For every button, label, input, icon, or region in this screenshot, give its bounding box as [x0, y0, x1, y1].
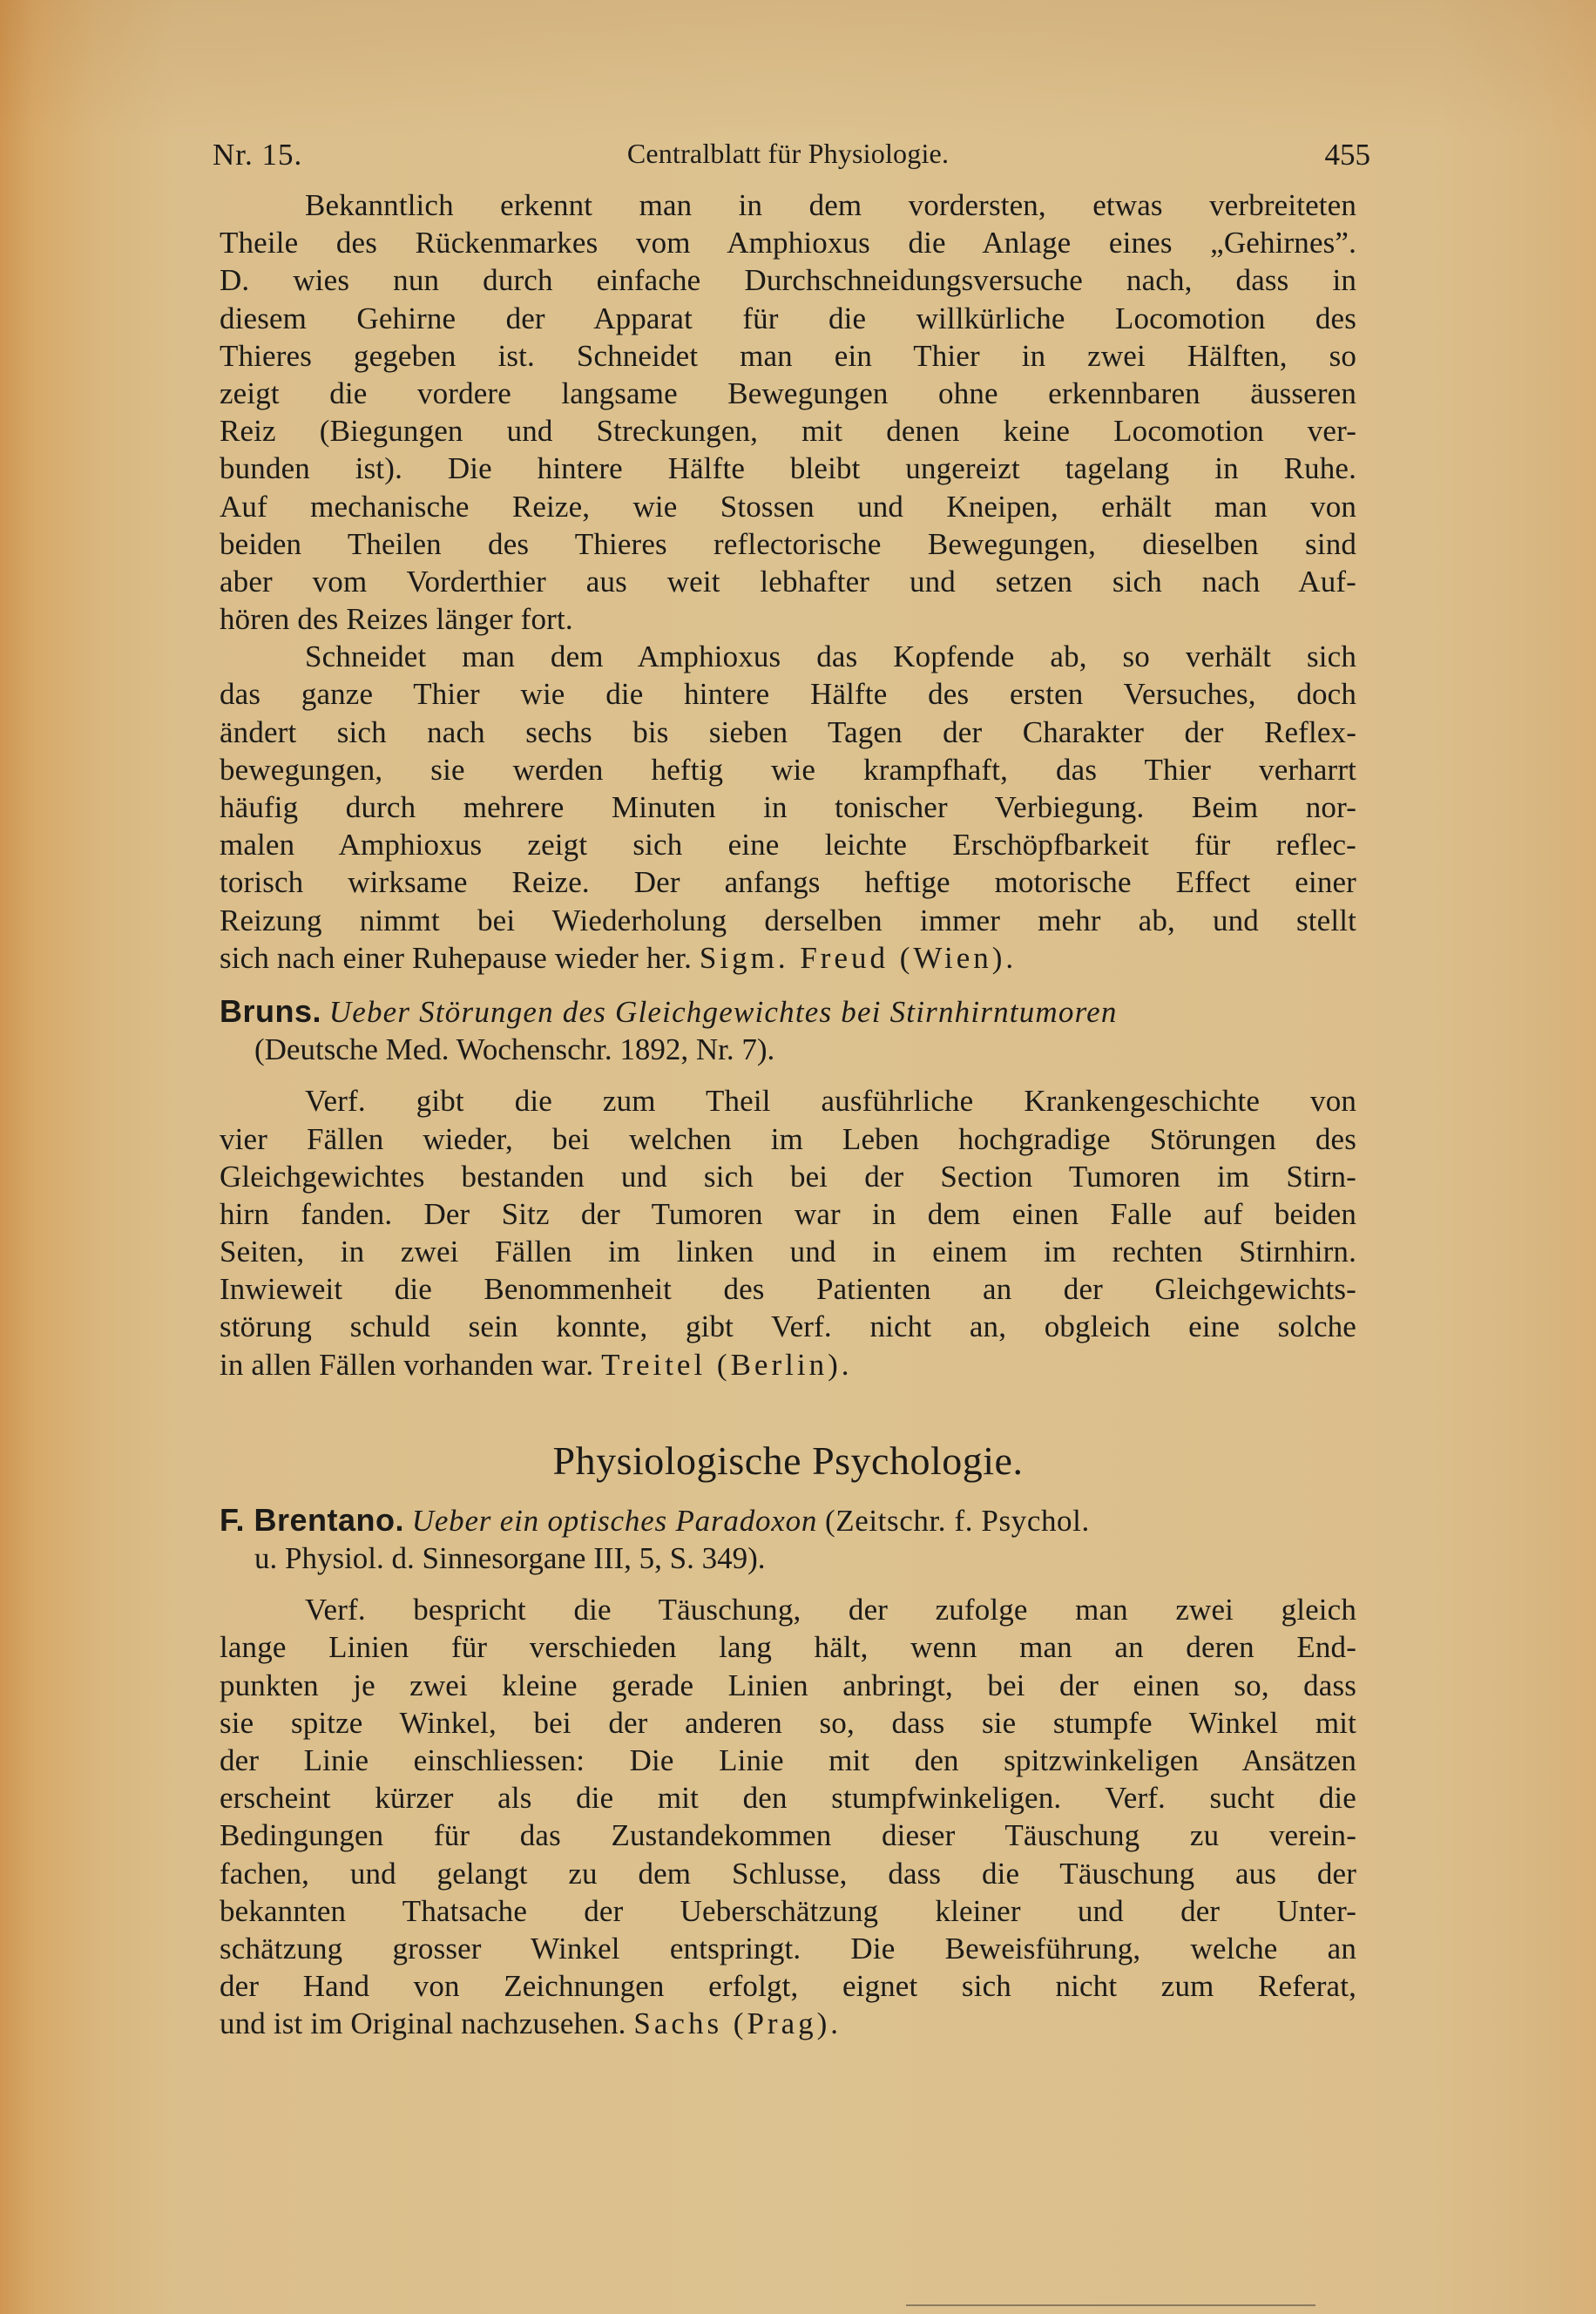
article-bruns-heading	[220, 992, 1356, 1068]
text-line: Inwieweit die Benommenheit des Patienten an der Gleichgewichts-	[220, 1272, 1356, 1307]
reviewer-signature: Treitel (Berlin).	[601, 1347, 853, 1382]
text-line: bekannten Thatsache der Ueberschätzung kleiner und der Unter-	[220, 1893, 1356, 1928]
text-line: diesem Gehirne der Apparat für die willkürliche Locomotion des	[220, 301, 1356, 335]
text-line: Auf mechanische Reize, wie Stossen und Kneipen, erhält man von	[220, 489, 1356, 524]
text-line: punkten je zwei kleine gerade Linien anbringt, bei der einen so, dass	[220, 1668, 1356, 1702]
bottom-rule	[906, 2304, 1315, 2306]
closing-text: und ist im Original nachzusehen.	[220, 2006, 626, 2041]
closing-line	[220, 939, 1356, 977]
text-line: aber vom Vorderthier aus weit lebhafter und setzen sich nach Auf-	[220, 564, 1356, 599]
text-line: vier Fällen wieder, bei welchen im Leben hochgradige Störungen des	[220, 1121, 1356, 1156]
text-line: Reizung nimmt bei Wiederholung derselben immer mehr ab, und stellt	[220, 903, 1356, 937]
text-line: ändert sich nach sechs bis sieben Tagen der Charakter der Reflex-	[220, 714, 1356, 749]
text-line: torisch wirksame Reize. Der anfangs heftige motorische Effect einer	[220, 865, 1356, 900]
journal-title: Centralblatt für Physiologie.	[626, 138, 950, 169]
article-brentano-heading	[220, 1501, 1356, 1577]
article-title: Ueber Störungen des Gleichgewichtes bei Stirnhirntumoren	[328, 994, 1118, 1029]
text-line: lange Linien für verschieden lang hält, wenn man an deren End-	[220, 1630, 1356, 1665]
text-line: Verf. gibt die zum Theil ausführliche Krankengeschichte von	[305, 1084, 1356, 1119]
article-brentano-closing	[220, 2005, 1356, 2042]
text-line: schätzung grosser Winkel entspringt. Die Beweisführung, welche an	[220, 1931, 1356, 1966]
text-line: hören des Reizes länger fort.	[220, 602, 573, 637]
article-citation: (Zeitschr. f. Psychol.	[824, 1503, 1090, 1538]
page-number: 455	[1324, 138, 1370, 172]
text-line: Seiten, in zwei Fällen im linken und in einem im rechten Stirnhirn.	[220, 1235, 1356, 1269]
issue-number: Nr. 15.	[213, 138, 303, 172]
closing-text: in allen Fällen vorhanden war.	[220, 1347, 594, 1382]
text-line: bunden ist). Die hintere Hälfte bleibt ungereizt tagelang in Ruhe.	[220, 451, 1356, 486]
article-freud	[220, 186, 1356, 977]
text-line: Bedingungen für das Zustandekommen dieser Täuschung zu verein-	[220, 1818, 1356, 1853]
text-line: störung schuld sein konnte, gibt Verf. nicht an, obgleich eine solche	[220, 1309, 1356, 1344]
closing-text: sich nach einer Ruhepause wieder her.	[220, 940, 692, 975]
text-line: Thieres gegeben ist. Schneidet man ein Thier in zwei Hälften, so	[220, 338, 1356, 373]
article-author: Bruns.	[220, 992, 322, 1029]
text-line: malen Amphioxus zeigt sich eine leichte Erschöpfbarkeit für reflec-	[220, 828, 1356, 863]
article-bruns-closing	[220, 1346, 1356, 1384]
text-line: Theile des Rückenmarkes vom Amphioxus die Anlage eines „Gehirnes”.	[220, 226, 1356, 260]
text-line: erscheint kürzer als die mit den stumpfwinkeligen. Verf. sucht die	[220, 1781, 1356, 1816]
text-line: häufig durch mehrere Minuten in tonischer Verbiegung. Beim nor-	[220, 790, 1356, 824]
article-freud-paragraph-2	[220, 638, 1356, 939]
text-line: das ganze Thier wie die hintere Hälfte des ersten Versuches, doch	[220, 677, 1356, 712]
running-header	[213, 131, 1370, 183]
text-line: bewegungen, sie werden heftig wie krampfhaft, das Thier verharrt	[220, 752, 1356, 787]
article-bruns	[220, 992, 1356, 1384]
article-title: Ueber ein optisches Paradoxon	[411, 1503, 818, 1538]
text-line: der Linie einschliessen: Die Linie mit den spitzwinkeligen Ansätzen	[220, 1743, 1356, 1777]
closing-line	[220, 1346, 1356, 1384]
text-line: beiden Theilen des Thieres reflectorische Bewegungen, dieselben sind	[220, 526, 1356, 561]
closing-line	[220, 2005, 1356, 2042]
text-line: fachen, und gelangt zu dem Schlusse, dass die Täuschung aus der	[220, 1856, 1356, 1891]
article-citation-continued: u. Physiol. d. Sinnesorgane III, 5, S. 349).	[254, 1541, 766, 1576]
document-page	[213, 131, 1370, 2043]
text-line: Schneidet man dem Amphioxus das Kopfende ab, so verhält sich	[305, 639, 1356, 674]
article-freud-closing	[220, 939, 1356, 977]
reviewer-signature: Sachs (Prag).	[633, 2006, 842, 2041]
text-line: Bekanntlich erkennt man in dem vordersten, etwas verbreiteten	[305, 188, 1356, 222]
text-line: D. wies nun durch einfache Durchschneidungsversuche nach, dass in	[220, 263, 1356, 298]
text-line: Reiz (Biegungen und Streckungen, mit denen keine Locomotion ver-	[220, 414, 1356, 449]
article-brentano	[220, 1501, 1356, 2043]
text-line: der Hand von Zeichnungen erfolgt, eignet sich nicht zum Referat,	[220, 1969, 1356, 2004]
text-line: Gleichgewichtes bestanden und sich bei der Section Tumoren im Stirn-	[220, 1159, 1356, 1194]
text-line: hirn fanden. Der Sitz der Tumoren war in dem einen Falle auf beiden	[220, 1196, 1356, 1231]
article-freud-paragraph-1	[220, 186, 1356, 638]
text-line: sie spitze Winkel, bei der anderen so, dass sie stumpfe Winkel mit	[220, 1705, 1356, 1740]
text-line: Verf. bespricht die Täuschung, der zufolge man zwei gleich	[305, 1593, 1356, 1627]
article-brentano-body	[220, 1591, 1356, 2005]
article-bruns-body	[220, 1082, 1356, 1345]
article-citation: (Deutsche Med. Wochenschr. 1892, Nr. 7).	[254, 1032, 775, 1067]
text-line: zeigt die vordere langsame Bewegungen ohne erkennbaren äusseren	[220, 376, 1356, 410]
reviewer-signature: Sigm. Freud (Wien).	[699, 940, 1018, 975]
section-heading: Physiologische Psychologie.	[552, 1438, 1024, 1483]
article-author: F. Brentano.	[220, 1501, 405, 1538]
